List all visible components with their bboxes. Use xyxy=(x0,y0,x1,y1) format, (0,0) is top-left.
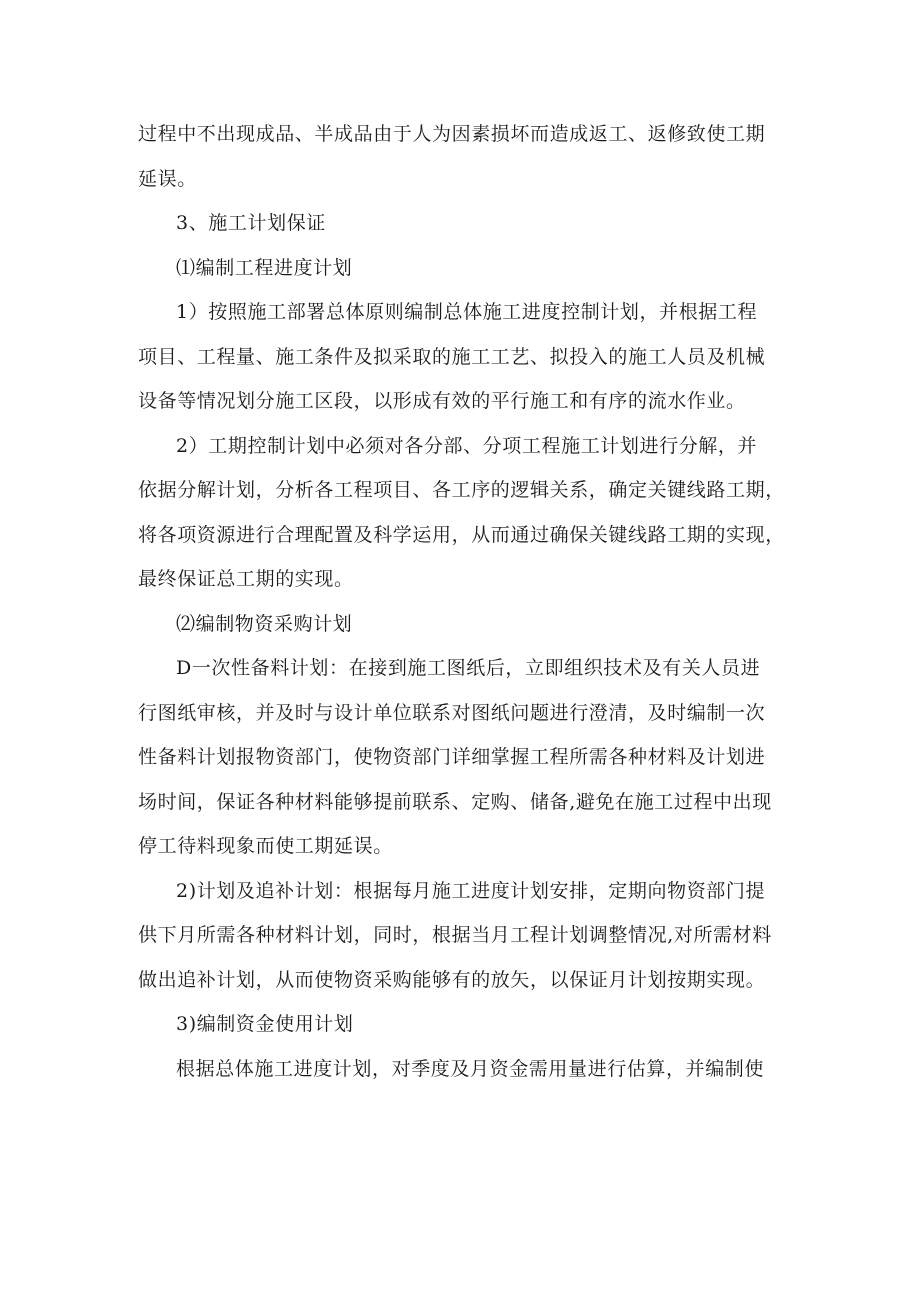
text-line: 根据总体施工进度计划，对季度及月资金需用量进行估算，并编制使 xyxy=(176,1057,765,1080)
subsection-heading: ⑵编制物资采购计划 xyxy=(176,612,353,635)
subsection-heading: 3)编制资金使用计划 xyxy=(176,1013,354,1035)
text-line: 行图纸审核，并及时与设计单位联系对图纸问题进行澄清，及时编制一次 xyxy=(138,701,766,724)
text-line: 供下月所需各种材料计划，同时，根据当月工程计划调整情况,对所需材料 xyxy=(138,924,772,946)
text-line: 性备料计划报物资部门，使物资部门详细掌握工程所需各种材料及计划进 xyxy=(138,746,766,768)
text-line: 依据分解计划，分析各工程项目、各工序的逻辑关系，确定关键线路工期， xyxy=(138,479,785,501)
text-line: D一次性备料计划：在接到施工图纸后，立即组织技术及有关人员进 xyxy=(176,657,761,679)
subsection-heading: ⑴编制工程进度计划 xyxy=(176,256,353,279)
text-line: 将各项资源进行合理配置及科学运用，从而通过确保关键线路工期的实现， xyxy=(138,523,785,546)
text-line: 场时间，保证各种材料能够提前联系、定购、储备,避免在施工过程中出现 xyxy=(138,790,772,813)
text-line: 做出追补计划，从而使物资采购能够有的放矢，以保证月计划按期实现。 xyxy=(138,968,766,991)
text-line: 1）按照施工部署总体原则编制总体施工进度控制计划，并根据工程 xyxy=(176,301,758,323)
text-line: 项目、工程量、施工条件及拟采取的施工工艺、拟投入的施工人员及机械 xyxy=(138,345,766,368)
text-line: 过程中不出现成品、半成品由于人为因素损坏而造成返工、返修致使工期 xyxy=(138,123,766,145)
text-line: 设备等情况划分施工区段，以形成有效的平行施工和有序的流水作业。 xyxy=(138,390,746,412)
document-body xyxy=(138,112,784,1091)
text-line: 2)计划及追补计划：根据每月施工进度计划安排，定期向物资部门提 xyxy=(176,879,766,902)
section-heading: 3、施工计划保证 xyxy=(176,212,326,234)
text-line: 停工待料现象而使工期延误。 xyxy=(138,835,393,857)
text-line: 2）工期控制计划中必须对各分部、分项工程施工计划进行分解，并 xyxy=(176,434,758,457)
text-line: 最终保证总工期的实现。 xyxy=(138,568,354,590)
text-line: 延误。 xyxy=(138,167,197,190)
